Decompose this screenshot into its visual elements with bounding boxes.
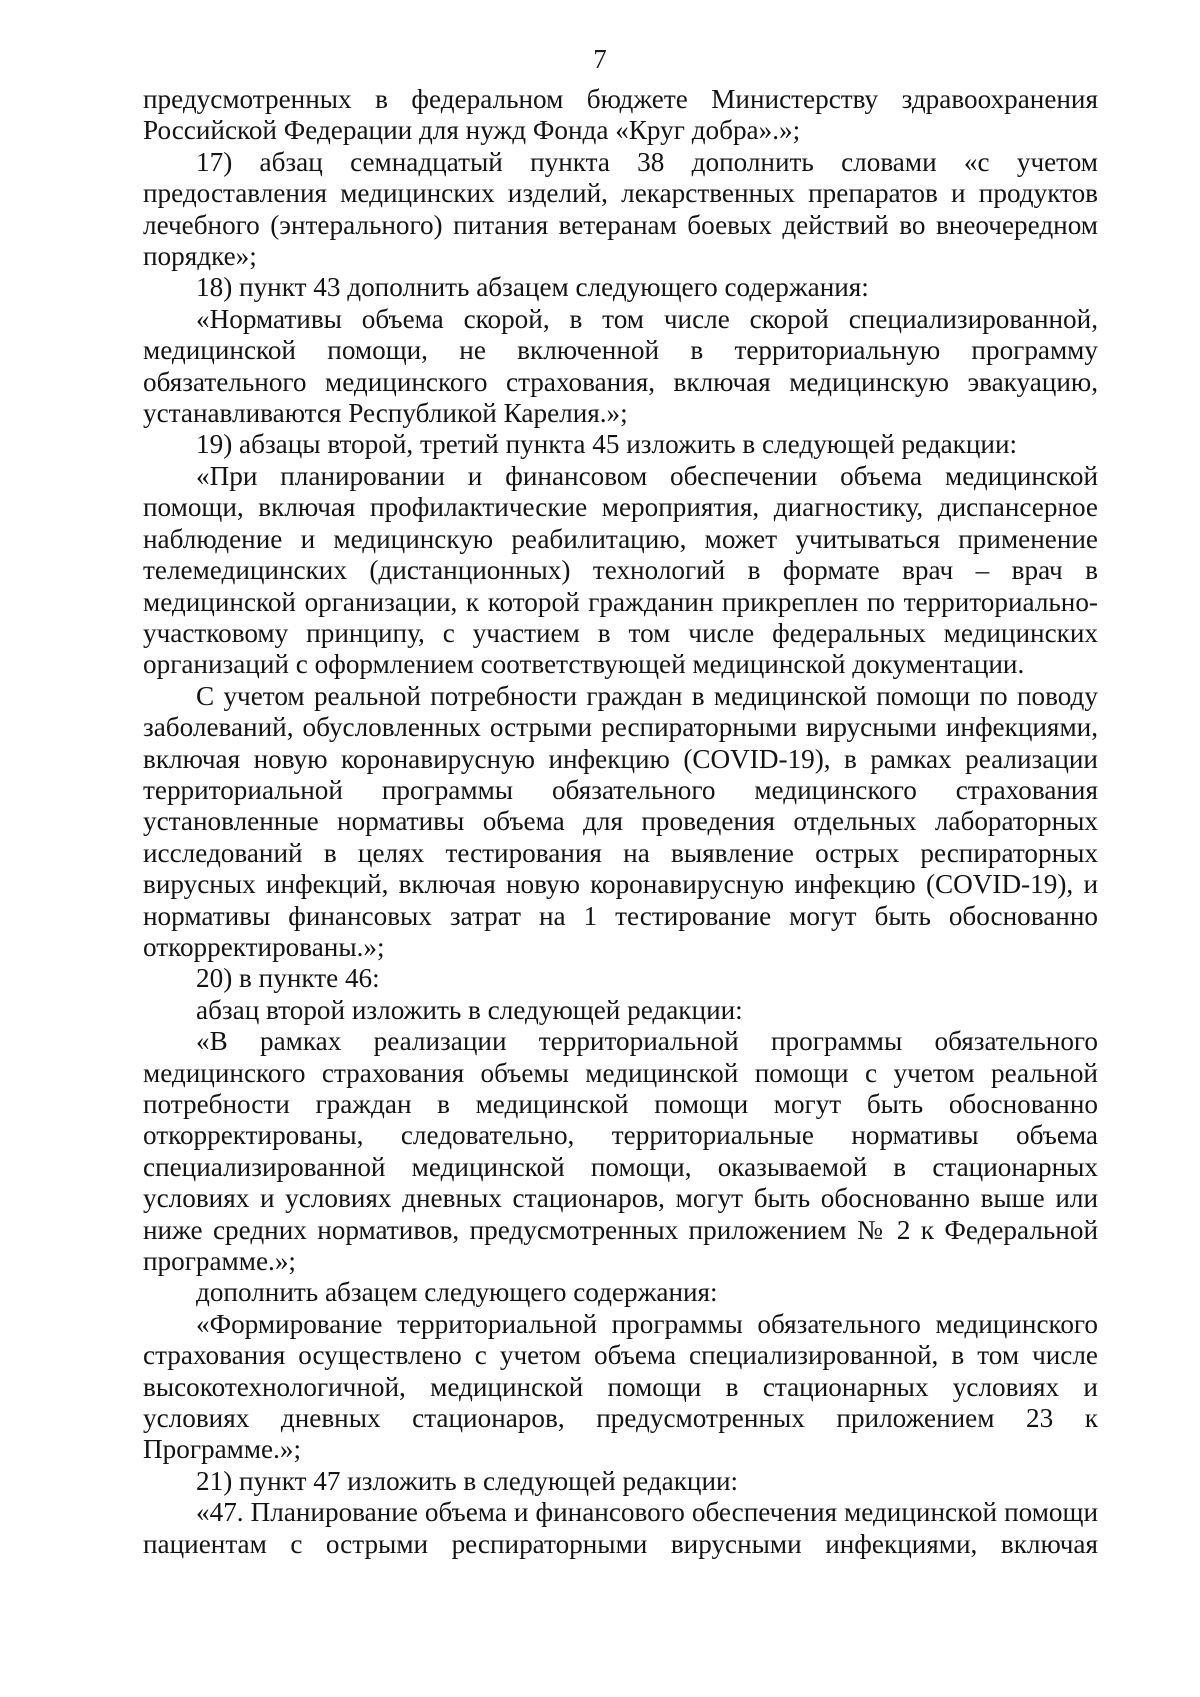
page-number: 7 bbox=[593, 44, 607, 74]
paragraph: 21) пункт 47 изложить в следующей редакции: bbox=[196, 1465, 739, 1496]
paragraph: «Формирование территориальной программы обязательного медицинского страхования осуществлено с учетом объема специализированной, в том числе высокотехнологичной, медицинской помощи в стационарных условиях и условиях дневных стационаров, предусмотренных приложением 23 к Программе.»; bbox=[143, 1308, 1098, 1465]
paragraph: 19) абзацы второй, третий пункта 45 изложить в следующей редакции: bbox=[196, 429, 1018, 460]
paragraph: «В рамках реализации территориальной программы обязательного медицинского страхования объемы медицинской помощи с учетом реальной потребности граждан в медицинской помощи могут быть обоснованно откорректированы, следовательно, территориальные нормативы объема специализированной медицинской помощи, оказываемой в стационарных условиях и условиях дневных стационаров, могут быть обоснованно выше или ниже средних нормативов, предусмотренных приложением № 2 к Федеральной программе.»; bbox=[143, 1026, 1098, 1277]
paragraph: С учетом реальной потребности граждан в медицинской помощи по поводу заболеваний, обусловленных острыми респираторными вирусными инфекциями, включая новую коронавирусную инфекцию (COVID-19), в рамках реализации территориальной программы обязательного медицинского страхования установленные нормативы объема для проведения отдельных лабораторных исследований в целях тестирования на выявление острых респираторных вирусных инфекций, включая новую коронавирусную инфекцию (COVID-19), и нормативы финансовых затрат на 1 тестирование могут быть обоснованно откорректированы.»; bbox=[143, 680, 1098, 962]
paragraph: 17) абзац семнадцатый пункта 38 дополнить словами «с учетом предоставления медицинских изделий, лекарственных препаратов и продуктов лечебного (энтерального) питания ветеранам боевых действий во внеочередном порядке»; bbox=[143, 146, 1098, 272]
paragraph: абзац второй изложить в следующей редакции: bbox=[196, 994, 743, 1025]
paragraph: предусмотренных в федеральном бюджете Министерству здравоохранения Российской Федерации для нужд Фонда «Круг добра».»; bbox=[143, 84, 1098, 146]
paragraph: «Нормативы объема скорой, в том числе скорой специализированной, медицинской помощи, не включенной в территориальную программу обязательного медицинского страхования, включая медицинскую эвакуацию, устанавливаются Республикой Карелия.»; bbox=[143, 303, 1098, 429]
paragraph: «При планировании и финансовом обеспечении объема медицинской помощи, включая профилактические мероприятия, диагностику, диспансерное наблюдение и медицинскую реабилитацию, может учитываться применение телемедицинских (дистанционных) технологий в формате врач – врач в медицинской организации, к которой гражданин прикреплен по территориально-участковому принципу, с участием в том числе федеральных медицинских организаций с оформлением соответствующей медицинской документации. bbox=[143, 460, 1098, 680]
paragraph: дополнить абзацем следующего содержания: bbox=[196, 1277, 718, 1308]
paragraph: «47. Планирование объема и финансового обеспечения медицинской помощи пациентам с острыми респираторными вирусными инфекциями, включая bbox=[143, 1497, 1098, 1559]
paragraph: 20) в пункте 46: bbox=[196, 963, 380, 994]
document-body bbox=[143, 84, 1098, 1560]
paragraph: 18) пункт 43 дополнить абзацем следующего содержания: bbox=[196, 272, 869, 303]
